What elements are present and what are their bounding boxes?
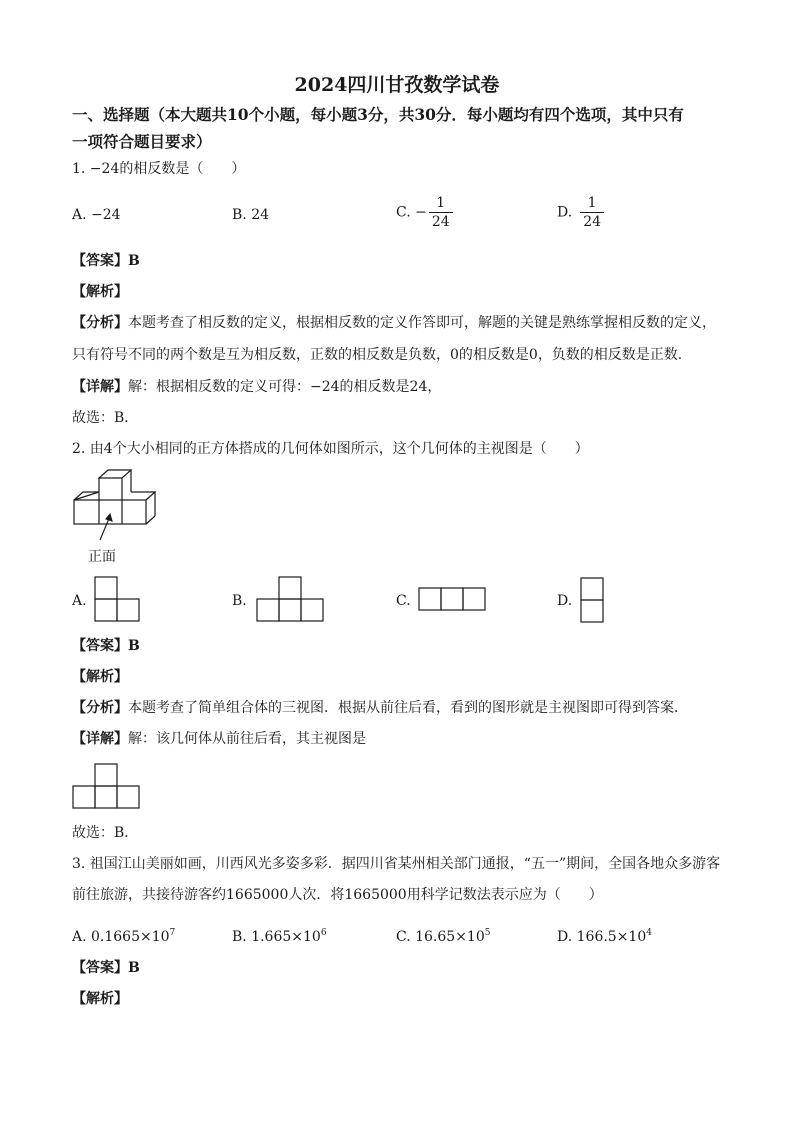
q3-option-a-exponent: 7 — [169, 928, 176, 938]
q3-option-c — [396, 923, 490, 947]
q1-jiexi: 【解析】 — [72, 284, 128, 300]
q2-option-c: C. — [396, 593, 411, 609]
analysis-text: 本题考查了相反数的定义，根据相反数的定义作答即可，解题的关键是熟练掌握相反数的定义， — [128, 315, 716, 331]
q2-analysis — [72, 698, 732, 718]
q1-analysis-line1 — [72, 313, 732, 333]
q2-detail — [72, 729, 732, 749]
front-label: 正面 — [88, 549, 116, 565]
q1-option-d — [557, 194, 604, 231]
q2-option-d: D. — [557, 593, 573, 609]
q2-stem: 2. 由4个大小相同的正方体搭成的几何体如图所示，这个几何体的主视图是（ ） — [72, 441, 589, 457]
cube-figure — [70, 468, 170, 540]
q3-stem-line2: 前往旅游，共接待游客约1665000人次．将1665000用科学记数法表示应为（ ） — [72, 887, 603, 903]
fraction-numerator: 1 — [429, 194, 453, 213]
q2-main-view-figure — [72, 763, 144, 809]
q3-option-b-base: B. 1.665×10 — [232, 929, 321, 945]
q1-option-c-fraction — [429, 194, 453, 231]
q3-option-b-exponent: 6 — [320, 928, 327, 938]
q3-jiexi: 【解析】 — [72, 991, 128, 1007]
q3-option-c-base: C. 16.65×10 — [396, 929, 485, 945]
q3-answer: 【答案】B — [72, 960, 140, 976]
detail-text: 解：根据相反数的定义可得：−24的相反数是24， — [128, 379, 442, 395]
q1-option-d-fraction — [580, 194, 604, 231]
analysis-tag: 【分析】 — [72, 700, 128, 716]
q2-option-a-figure — [94, 576, 142, 622]
q3-option-d-exponent: 4 — [646, 928, 652, 938]
q1-analysis-line2: 只有符号不同的两个数是互为相反数，正数的相反数是负数，0的相反数是0，负数的相反数是正数． — [72, 347, 692, 363]
q3-option-d-base: D. 166.5×10 — [557, 929, 647, 945]
q2-option-a: A. — [72, 593, 87, 609]
q2-option-b: B. — [232, 593, 247, 609]
detail-tag: 【详解】 — [72, 731, 128, 747]
section-header-line2: 一项符合题目要求） — [72, 132, 212, 151]
q1-choose: 故选：B． — [72, 410, 139, 426]
q2-option-c-figure — [418, 587, 490, 613]
q3-stem-line1: 3. 祖国江山美丽如画，川西风光多姿多彩．据四川省某州相关部门通报，“五一”期间，全国各地众多游客 — [72, 856, 721, 872]
q2-option-b-figure — [255, 576, 327, 622]
analysis-tag: 【分析】 — [72, 315, 128, 331]
detail-text: 解：该几何体从前往后看，其主视图是 — [128, 731, 366, 747]
q1-option-d-prefix: D. — [557, 204, 573, 221]
q3-option-c-exponent: 5 — [484, 928, 491, 938]
q3-option-d — [557, 923, 652, 947]
q2-answer: 【答案】B — [72, 638, 140, 654]
q1-stem: 1. −24的相反数是（ ） — [72, 161, 246, 177]
analysis-text: 本题考查了简单组合体的三视图．根据从前往后看，看到的图形就是主视图即可得到答案． — [128, 700, 688, 716]
q1-option-c — [396, 194, 453, 231]
q1-option-a: A. −24 — [72, 207, 121, 223]
fraction-denominator: 24 — [431, 214, 450, 230]
q2-jiexi: 【解析】 — [72, 669, 128, 685]
q3-option-a — [72, 923, 175, 947]
section-header — [72, 101, 732, 155]
q1-option-c-prefix: C. − — [396, 204, 427, 221]
q1-answer: 【答案】B — [72, 253, 140, 269]
fraction-denominator: 24 — [583, 214, 602, 230]
section-header-line1: 一、选择题（本大题共10个小题，每小题3分，共30分．每小题均有四个选项，其中只有 — [72, 105, 684, 124]
q3-option-a-base: A. 0.1665×10 — [72, 929, 170, 945]
q3-option-b — [232, 923, 327, 947]
fraction-numerator: 1 — [580, 194, 604, 213]
q1-option-b: B. 24 — [232, 207, 270, 223]
q2-choose: 故选：B． — [72, 825, 139, 841]
page-title: 2024四川甘孜数学试卷 — [294, 74, 500, 96]
detail-tag: 【详解】 — [72, 379, 128, 395]
q1-detail — [72, 377, 732, 397]
q2-option-d-figure — [580, 577, 606, 623]
